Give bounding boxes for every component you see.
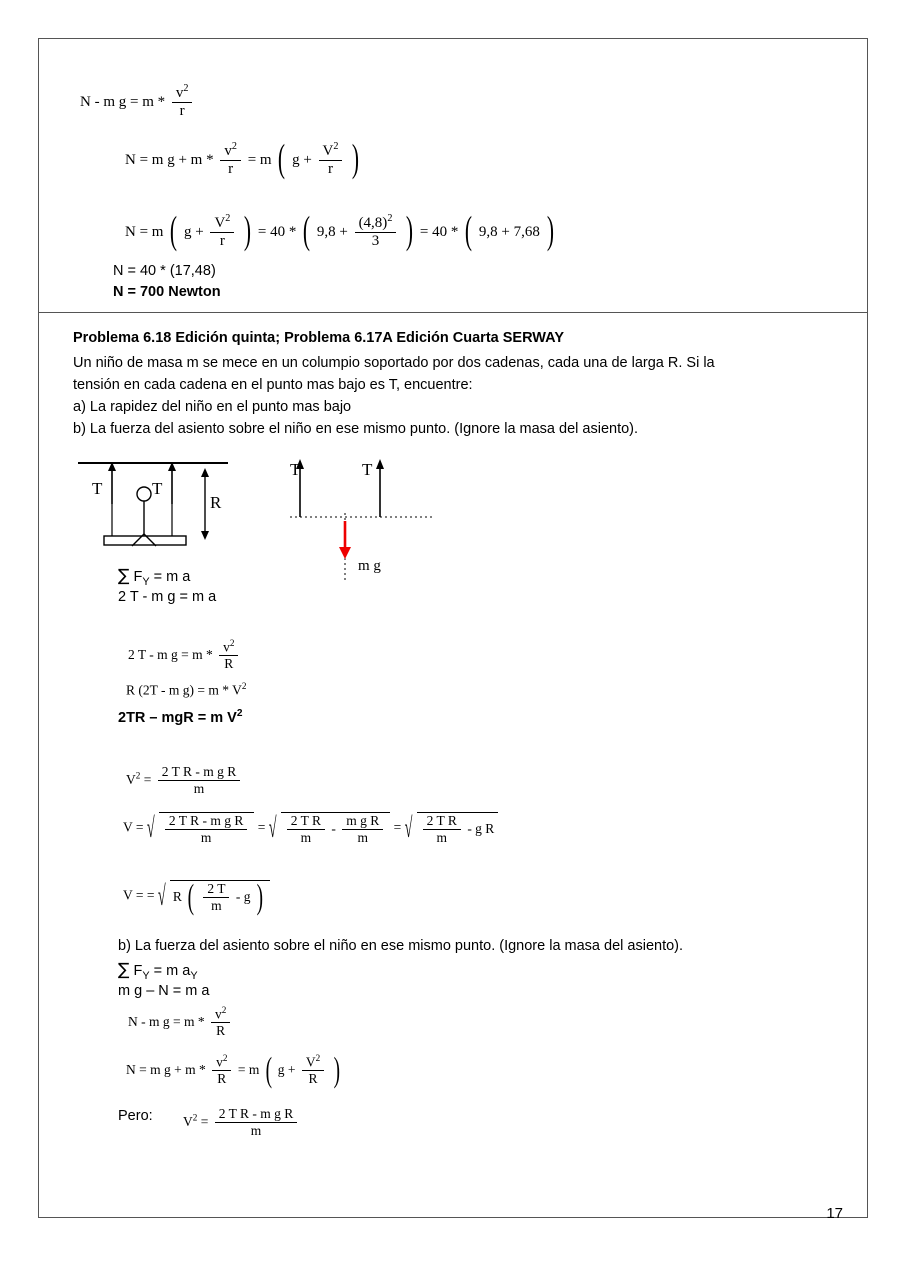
pero-equation: $V^2$ = $\frac{\text{2 T R - m g R}}{m}$	[183, 1108, 300, 1138]
problem-item-b: b) La fuerza del asiento sobre el niño en ese mismo punto. (Ignore la masa del asiento).	[73, 421, 639, 437]
equation-b-2: N = m g + m * $\frac{v^2}{R}$ = m ( g + $\frac{V^2}{R}$ )	[126, 1050, 340, 1090]
eq-top-2-fraction-2: $\frac{V^2}{r}$	[319, 142, 343, 177]
diagram-swing-left	[78, 462, 228, 562]
label-T-left-1: T	[92, 479, 103, 498]
sum-2t-mg-line: 2 T - m g = m a	[118, 589, 217, 605]
paren-open: (	[265, 1050, 272, 1090]
paren-open: (	[465, 209, 473, 253]
eq-top-2-b: = m	[247, 151, 272, 168]
radical-final: √ R ( $\frac{2 T}{m}$ - g )	[158, 880, 270, 913]
paren-close: )	[244, 209, 252, 253]
equation-b-1: N - m g = m * $\frac{v^2}{R}$	[128, 1007, 233, 1039]
eq-top-1-den: r	[179, 103, 185, 119]
label-R-left: R	[210, 493, 222, 512]
top-result-line: N = 40 * (17,48)	[113, 263, 216, 279]
equation-a-1: 2 T - m g = m * $\frac{v^2}{R}$	[128, 640, 241, 672]
eq-top-1-fraction	[172, 84, 193, 119]
paren-open: (	[303, 209, 311, 253]
eq-top-2-a: N = m g + m *	[125, 151, 214, 168]
eq-top-1-num: $v^2$	[172, 84, 193, 103]
eq-top-3-c: = 40 *	[419, 223, 459, 240]
problem-heading: Problema 6.18 Edición quinta; Problema 6.17A Edición Cuarta SERWAY	[73, 330, 564, 346]
diagram-free-body-right	[290, 455, 450, 590]
eq-top-2-inner: g +	[292, 151, 312, 168]
sigma-symbol: ∑	[118, 566, 130, 586]
paren-close: )	[256, 877, 263, 917]
eq-top-3-b: = 40 *	[257, 223, 297, 240]
sum-fy-b-line: ∑ $F_Y = m$ $a_Y$	[118, 960, 198, 982]
eq-top-2-fraction-1: $\frac{v^2}{r}$	[220, 142, 241, 177]
sum-fy-line: ∑ $F_Y = m$ a	[118, 566, 191, 588]
paren-close: )	[333, 1050, 340, 1090]
part-b-text: b) La fuerza del asiento sobre el niño en ese mismo punto. (Ignore la masa del asiento).	[118, 938, 684, 954]
problem-item-a: a) La rapidez del niño en el punto mas bajo	[73, 399, 352, 415]
equation-v-squared: $V^2$ = $\frac{\text{2 T R - m g R}}{m}$	[126, 766, 243, 796]
paren-open: (	[278, 137, 286, 181]
paren-open: (	[187, 877, 195, 917]
eq-top-1-lhs: N - m g = m *	[80, 93, 166, 110]
equation-v-radicals: V = √ $\frac{\text{2 T R - m g R}}{m}$ = √ $\frac{\text{2 T R}}{m}$ - $\frac{\text{m g R}}{m}$ = √ $\frac{\text{2 T R}}{m}$ - g R	[123, 812, 498, 845]
radical-1: √ $\frac{\text{2 T R - m g R}}{m}$	[147, 812, 255, 845]
radical-2: √ $\frac{\text{2 T R}}{m}$ - $\frac{\text{m g R}}{m}$	[269, 812, 391, 845]
diagram-left-svg	[78, 462, 228, 562]
equation-v-final: V = = √ R ( $\frac{2 T}{m}$ - g )	[123, 880, 270, 913]
problem-statement-line1: Un niño de masa m se mece en un columpio soportado por dos cadenas, cada una de larga R. Si la	[73, 355, 715, 371]
problem-statement-line2: tensión en cada cadena en el punto mas bajo es T, encuentre:	[73, 377, 473, 393]
equation-top-2	[125, 137, 362, 181]
equation-top-1	[80, 85, 195, 120]
mg-minus-n-line: m g – N = m a	[118, 983, 210, 999]
label-T-right-1: T	[290, 460, 301, 479]
top-result-bold: N = 700 Newton	[113, 284, 221, 300]
equation-top-3: N = m ( g + $\frac{V^2}{r}$ ) = 40 * ( 9,8 + $\frac{(4,8)^2}{3}$ ) = 40 * ( 9,8 + 7,68 )	[125, 209, 554, 253]
paren-close: )	[406, 209, 414, 253]
equation-a-2: R (2T - m $g) = m * V^2$	[126, 681, 247, 698]
pero-label: Pero:	[118, 1108, 153, 1124]
radical-3: √ $\frac{\text{2 T R}}{m}$ - g R	[405, 812, 499, 845]
paren-close: )	[352, 137, 360, 181]
label-mg-right: m g	[358, 558, 381, 574]
label-T-right-2: T	[362, 460, 373, 479]
equation-a-3-bold: 2TR – mgR = m $V^2$	[118, 708, 243, 726]
sigma-symbol: ∑	[118, 960, 130, 980]
eq-top-3-a: N = m	[125, 223, 164, 240]
page-number: 17	[826, 1205, 843, 1222]
paren-close: )	[546, 209, 554, 253]
paren-open: (	[170, 209, 178, 253]
label-T-left-2: T	[152, 479, 163, 498]
